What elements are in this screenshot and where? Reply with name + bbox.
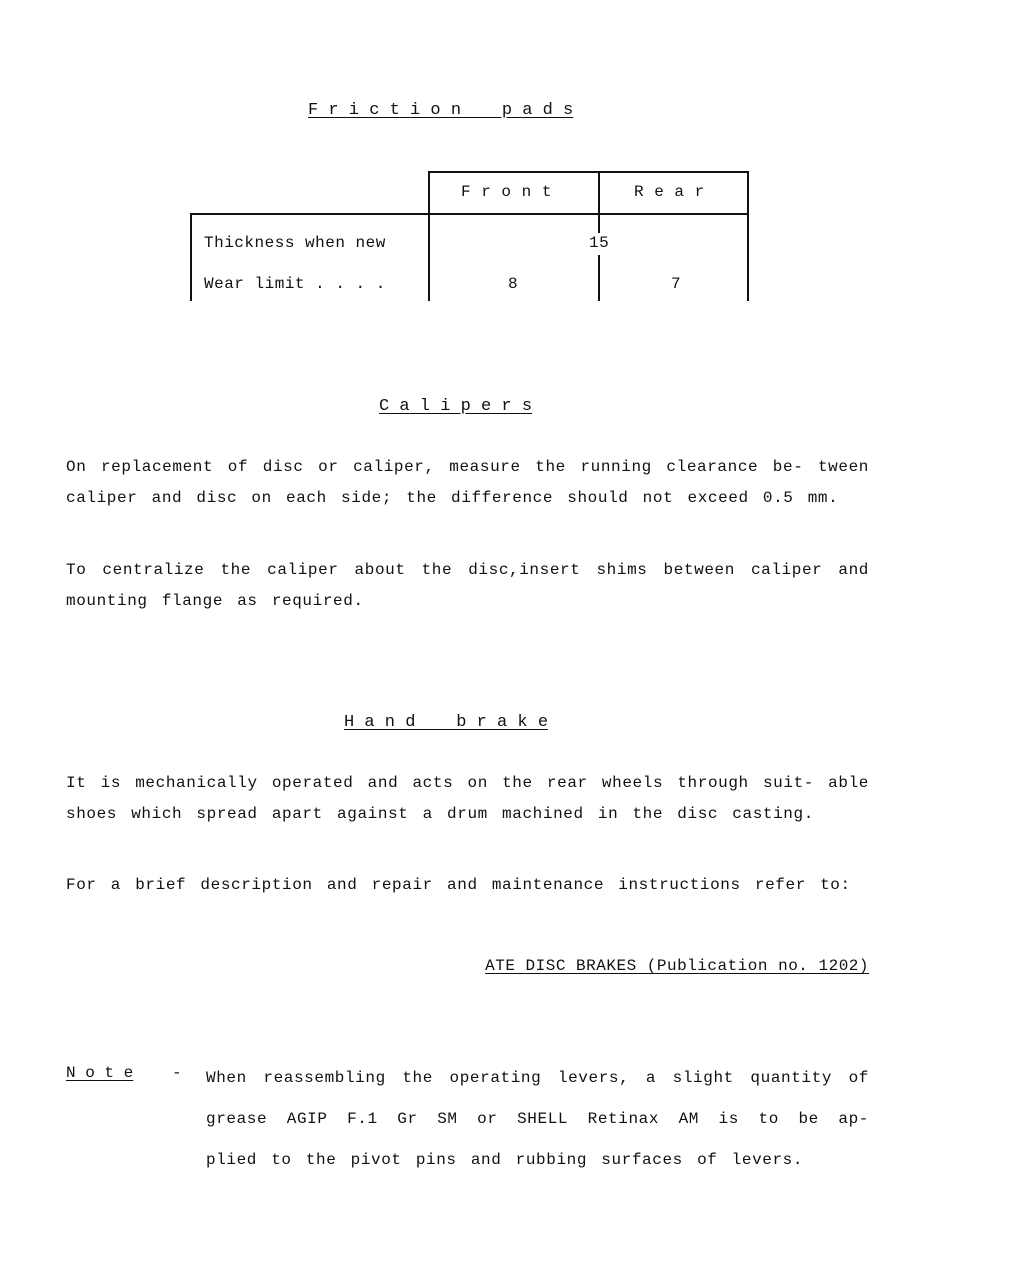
note-label: N o t e [66,1064,134,1082]
calipers-paragraph-1: On replacement of disc or caliper, measure the running clearance be- tween caliper and disc on each side; the difference should not exceed 0.5 mm. [66,458,869,507]
table-divider-left [428,171,430,301]
column-header-front: F r o n t [461,183,552,201]
calipers-paragraph-2: To centralize the caliper about the disc,insert shims between caliper and mounting flange as required. [66,561,869,610]
wear-limit-rear: 7 [671,275,682,293]
hand-brake-paragraph-2: For a brief description and repair and maintenance instructions refer to: [66,876,851,894]
table-divider-middle-top [598,171,600,233]
table-top-border [428,171,749,173]
note-dash: - [172,1064,182,1082]
column-header-rear: R e a r [634,183,705,201]
publication-reference: ATE DISC BRAKES (Publication no. 1202) [485,957,869,975]
row-label-thickness: Thickness when new [204,234,386,252]
hand-brake-heading: H a n d b r a k e [344,713,549,732]
hand-brake-paragraph-1: It is mechanically operated and acts on the rear wheels through suit- able shoes which spread apart against a drum machined in the disc casting. [66,774,869,823]
table-header-separator [190,213,749,215]
table-divider-right [747,171,749,301]
table-border-left [190,213,192,301]
note-text: When reassembling the operating levers, a slight quantity of grease AGIP F.1 Gr SM or SHELL Retinax AM is to be ap- plied to the pivot pins and rubbing surfaces of levers. [206,1069,869,1169]
table-divider-middle-bottom [598,255,600,301]
friction-pads-heading: F r i c t i o n p a d s [308,101,574,120]
thickness-value: 15 [589,234,610,252]
wear-limit-front: 8 [508,275,519,293]
calipers-heading: C a l i p e r s [379,397,533,416]
row-label-wear-limit: Wear limit . . . . [204,275,386,293]
